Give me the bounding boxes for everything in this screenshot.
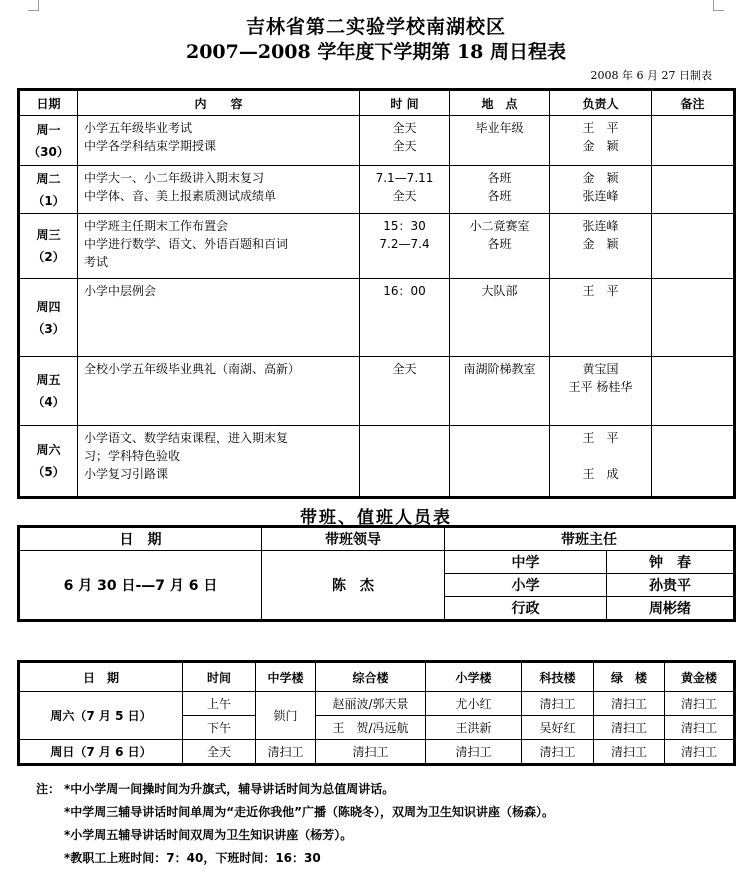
place-cell: [450, 426, 550, 498]
person-cell: [550, 166, 652, 214]
day-name: 周六: [36, 443, 61, 457]
sat-am-time: 上午: [183, 692, 256, 716]
col-date: 日期: [19, 90, 78, 116]
made-date: 2008 年 6 月 27 日制表: [590, 69, 712, 82]
content-line: 小学五年级毕业考试: [84, 121, 193, 135]
day-name: 周三: [36, 228, 61, 242]
sat-pm-gold: 清扫工: [665, 716, 735, 740]
time-cell: [360, 166, 450, 214]
person-line: 金 颖: [582, 171, 619, 185]
schedule-row: [19, 214, 735, 279]
place-cell: [450, 279, 550, 357]
duty-header-head: 带班主任: [445, 527, 735, 551]
build-header-primary: 小学楼: [426, 662, 522, 692]
sat-am-primary: 尤小红: [426, 692, 522, 716]
place-line: 大队部: [481, 284, 518, 298]
content-line: 考试: [84, 255, 109, 269]
place-line: 各班: [487, 171, 512, 185]
content-cell: [78, 279, 360, 357]
day-name: 周二: [36, 171, 61, 186]
time-cell: [360, 279, 450, 357]
person-line: 王 平: [582, 431, 619, 445]
person-line: 金 颖: [582, 237, 619, 251]
place-line: 毕业年级: [475, 121, 524, 135]
person-cell: [550, 357, 652, 426]
sat-middle: 锁门: [256, 692, 316, 740]
time-line: 15：30: [383, 219, 426, 233]
person-line: 张连峰: [582, 219, 619, 233]
duty-name: 周彬绪: [607, 597, 735, 621]
schedule-title: 2007—2008 学年度下学期第 18 周日程表: [185, 41, 567, 63]
duty-dept: 小学: [445, 574, 607, 597]
sat-pm-complex: 王 贺/冯远航: [316, 716, 426, 740]
person-cell: [550, 279, 652, 357]
content-line: 中学体、音、美上报素质测试成绩单: [84, 189, 277, 203]
sun-tech: 清扫工: [522, 740, 594, 765]
day-number: （5）: [32, 465, 65, 479]
sat-label: 周六（7 月 5 日）: [19, 692, 183, 740]
person-line: 王 平: [582, 284, 619, 298]
place-cell: [450, 214, 550, 279]
day-number: （1）: [32, 193, 65, 208]
sat-am-green: 清扫工: [594, 692, 665, 716]
time-cell: [360, 214, 450, 279]
day-cell: [19, 214, 78, 279]
duty-leader: 陈 杰: [262, 551, 445, 621]
build-header-gold: 黄金楼: [665, 662, 735, 692]
day-cell: [19, 116, 78, 166]
remark-cell: [652, 214, 735, 279]
content-cell: [78, 214, 360, 279]
day-number: （3）: [32, 321, 65, 336]
time-line: 全天: [392, 189, 417, 203]
schedule-row: [19, 426, 735, 498]
person-line: 王平 杨桂华: [568, 380, 633, 394]
duty-header-date: 日 期: [19, 527, 262, 551]
content-line: 中学各学科结束学期授课: [84, 139, 217, 153]
content-cell: [78, 116, 360, 166]
time-line: 7.2—7.4: [379, 237, 430, 251]
duty-table: [17, 525, 736, 622]
place-cell: [450, 166, 550, 214]
schedule-row: [19, 357, 735, 426]
weekly-schedule-table: [17, 88, 736, 499]
sun-middle: 清扫工: [256, 740, 316, 765]
school-title: 吉林省第二实验学校南湖校区: [245, 16, 506, 38]
day-name: 周一: [36, 122, 61, 137]
note-line: *教职工上班时间：7：40，下班时间：16：30: [64, 851, 321, 865]
col-person: 负责人: [550, 90, 652, 116]
content-line: 中学班主任期末工作布置会: [84, 219, 229, 233]
sun-time: 全天: [183, 740, 256, 765]
sat-am-complex: 赵丽波/郭天景: [316, 692, 426, 716]
sun-gold: 清扫工: [665, 740, 735, 765]
content-line: 习；学科特色验收: [84, 449, 181, 463]
content-cell: [78, 166, 360, 214]
sat-pm-tech: 吴好红: [522, 716, 594, 740]
building-duty-table: [17, 660, 736, 766]
schedule-row: [19, 166, 735, 214]
duty-name: 钟 春: [607, 551, 735, 574]
sat-pm-green: 清扫工: [594, 716, 665, 740]
notes-block: [36, 778, 554, 870]
person-line: 金 颖: [582, 139, 619, 153]
duty-date: 6 月 30 日-—7 月 6 日: [19, 551, 262, 621]
day-cell: [19, 166, 78, 214]
person-line: 王 成: [582, 467, 619, 481]
page-corner-mark: [713, 0, 724, 11]
content-line: 小学中层例会: [84, 284, 157, 298]
person-cell: [550, 426, 652, 498]
place-line: 小二竟赛室: [469, 219, 530, 233]
notes-label: 注：: [36, 782, 61, 796]
place-line: 南湖阶梯教室: [463, 362, 536, 376]
day-cell: [19, 357, 78, 426]
duty-section-title: 带班、值班人员表: [300, 508, 452, 528]
col-place: 地 点: [450, 90, 550, 116]
col-content: 内 容: [78, 90, 360, 116]
duty-dept: 中学: [445, 551, 607, 574]
duty-header-leader: 带班领导: [262, 527, 445, 551]
person-cell: [550, 116, 652, 166]
note-line: *小学周五辅导讲话时间双周为卫生知识讲座（杨芳）。: [64, 828, 353, 842]
remark-cell: [652, 279, 735, 357]
duty-dept: 行政: [445, 597, 607, 621]
day-number: （30）: [28, 144, 69, 159]
note-line: 注： *中小学周一间操时间为升旗式，辅导讲话时间为总值周讲话。: [36, 778, 554, 801]
day-number: （2）: [32, 250, 65, 264]
note-line: *中学周三辅导讲话时间单周为“走近你我他”广播（陈晓冬），双周为卫生知识讲座（杨森）。: [64, 805, 555, 819]
day-number: （4）: [32, 395, 65, 409]
sun-green: 清扫工: [594, 740, 665, 765]
remark-cell: [652, 426, 735, 498]
col-remark: 备注: [652, 90, 735, 116]
place-cell: [450, 357, 550, 426]
sun-complex: 清扫工: [316, 740, 426, 765]
time-cell: [360, 357, 450, 426]
time-line: 7.1—7.11: [375, 171, 434, 185]
time-line: 全天: [392, 139, 417, 153]
day-name: 周四: [36, 299, 61, 314]
content-line: 小学复习引路课: [84, 467, 169, 481]
place-cell: [450, 116, 550, 166]
time-line: 全天: [392, 362, 417, 376]
content-line: 小学语文、数学结束课程，进入期末复: [84, 431, 289, 445]
content-line: 中学大一、小二年级讲入期末复习: [84, 171, 265, 185]
remark-cell: [652, 357, 735, 426]
build-header-green: 绿 楼: [594, 662, 665, 692]
person-line: 张连峰: [582, 189, 619, 203]
time-cell: [360, 426, 450, 498]
place-line: 各班: [487, 189, 512, 203]
sat-am-gold: 清扫工: [665, 692, 735, 716]
day-cell: [19, 279, 78, 357]
schedule-header-row: [19, 90, 735, 116]
duty-name: 孙贵平: [607, 574, 735, 597]
build-header-tech: 科技楼: [522, 662, 594, 692]
day-cell: [19, 426, 78, 498]
content-line: 全校小学五年级毕业典礼（南湖、高新）: [84, 362, 301, 376]
content-cell: [78, 357, 360, 426]
build-header-time: 时间: [183, 662, 256, 692]
remark-cell: [652, 166, 735, 214]
person-line: 王 平: [582, 121, 619, 135]
build-header-complex: 综合楼: [316, 662, 426, 692]
sat-pm-time: 下午: [183, 716, 256, 740]
content-cell: [78, 426, 360, 498]
sun-primary: 清扫工: [426, 740, 522, 765]
place-line: 各班: [487, 237, 512, 251]
page-corner-mark: [28, 0, 39, 11]
person-line: [550, 447, 651, 465]
sun-label: 周日（7 月 6 日）: [19, 740, 183, 765]
time-line: 全天: [392, 121, 417, 135]
schedule-row: [19, 279, 735, 357]
build-header-date: 日 期: [19, 662, 183, 692]
person-cell: [550, 214, 652, 279]
person-line: 黄宝国: [582, 362, 619, 376]
content-line: 中学进行数学、语文、外语百题和百词: [84, 237, 289, 251]
time-line: 16：00: [383, 284, 426, 298]
col-time: 时 间: [360, 90, 450, 116]
sat-am-tech: 清扫工: [522, 692, 594, 716]
schedule-row: [19, 116, 735, 166]
remark-cell: [652, 116, 735, 166]
time-cell: [360, 116, 450, 166]
sat-pm-primary: 王洪新: [426, 716, 522, 740]
day-name: 周五: [36, 373, 61, 387]
build-header-middle: 中学楼: [256, 662, 316, 692]
